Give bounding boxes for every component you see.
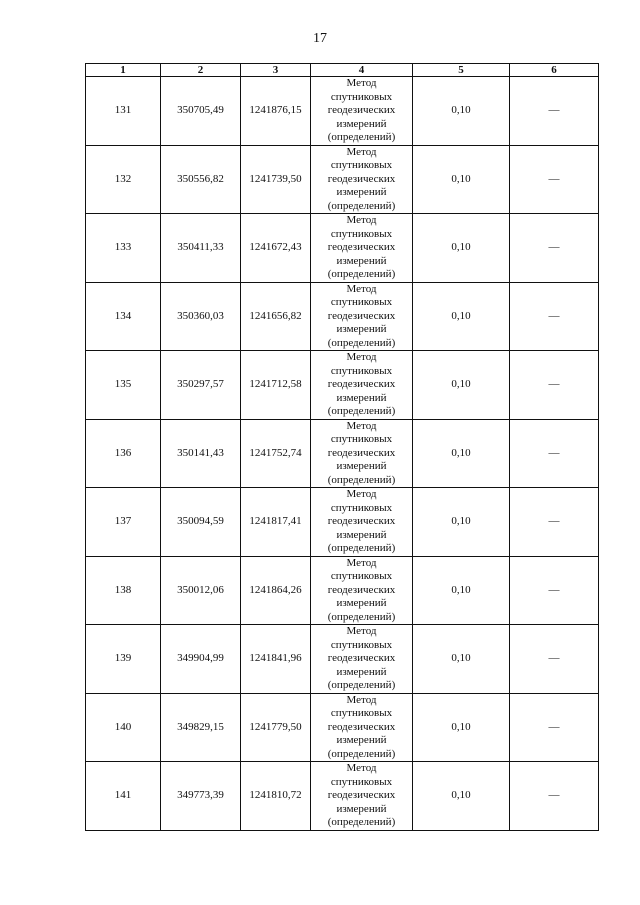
note-dash: —	[548, 241, 560, 253]
note-cell	[510, 351, 599, 420]
point-number: 132	[86, 145, 161, 214]
point-number: 134	[86, 282, 161, 351]
note-dash: —	[548, 583, 560, 596]
method-text-line: спутниковых	[330, 227, 393, 240]
method-text-line: (определений)	[327, 199, 396, 212]
method-text-line: измерений	[336, 186, 387, 198]
method-text-line: измерений	[336, 254, 387, 267]
method-text-line: измерений	[336, 734, 387, 746]
coordinate-x: 350012,06	[161, 556, 241, 625]
header-col-4: 4	[311, 64, 413, 77]
method-text-line: Метод	[346, 625, 377, 637]
accuracy-value: 0,10	[413, 556, 510, 625]
method-text-line: Метод	[346, 693, 377, 706]
note-cell	[510, 762, 599, 831]
note-dash: —	[548, 789, 560, 801]
method-cell	[311, 77, 413, 146]
accuracy-value: 0,10	[413, 693, 510, 762]
coordinate-x: 350094,59	[161, 488, 241, 557]
method-text-line: измерений	[336, 117, 387, 130]
method-text-line: Метод	[346, 282, 377, 295]
note-cell	[510, 556, 599, 625]
accuracy-value: 0,10	[413, 145, 510, 214]
accuracy-value: 0,10	[413, 625, 510, 694]
coordinate-x: 350141,43	[161, 419, 241, 488]
table-row	[86, 351, 599, 420]
table-row	[86, 282, 599, 351]
note-dash: —	[548, 446, 560, 459]
note-cell	[510, 282, 599, 351]
header-col-5: 5	[413, 64, 510, 77]
accuracy-value: 0,10	[413, 419, 510, 488]
coordinate-x: 349904,99	[161, 625, 241, 694]
method-text-line: спутниковых	[330, 570, 393, 582]
method-text-line: спутниковых	[330, 296, 393, 308]
method-text-line: геодезических	[327, 309, 396, 322]
header-col-3: 3	[241, 64, 311, 77]
table-row	[86, 488, 599, 557]
method-text-line: Метод	[346, 488, 377, 500]
method-text-line: Метод	[346, 214, 377, 226]
coordinate-x: 349773,39	[161, 762, 241, 831]
method-text-line: спутниковых	[330, 638, 393, 651]
point-number: 141	[86, 762, 161, 831]
method-text-line: (определений)	[327, 816, 396, 828]
coordinate-x: 350411,33	[161, 214, 241, 283]
point-number: 131	[86, 77, 161, 146]
method-text-line: Метод	[346, 419, 377, 432]
note-cell	[510, 214, 599, 283]
method-cell	[311, 488, 413, 557]
note-cell	[510, 693, 599, 762]
coordinate-y: 1241672,43	[241, 214, 311, 283]
method-text-line: измерений	[336, 323, 387, 335]
method-text-line: измерений	[336, 665, 387, 678]
accuracy-value: 0,10	[413, 488, 510, 557]
method-text-line: (определений)	[327, 405, 396, 417]
coordinate-y: 1241712,58	[241, 351, 311, 420]
method-text-line: (определений)	[327, 268, 396, 280]
method-text-line: (определений)	[327, 679, 396, 691]
method-text-line: спутниковых	[330, 90, 393, 103]
method-text-line: Метод	[346, 77, 377, 89]
method-text-line: измерений	[336, 391, 387, 404]
method-text-line: измерений	[336, 528, 387, 541]
method-text-line: Метод	[346, 762, 377, 774]
method-text-line: (определений)	[327, 542, 396, 554]
method-cell	[311, 145, 413, 214]
method-text-line: спутниковых	[330, 364, 393, 377]
method-text-line: геодезических	[327, 720, 396, 733]
note-cell	[510, 419, 599, 488]
method-text-line: (определений)	[327, 131, 396, 143]
coordinate-x: 350705,49	[161, 77, 241, 146]
method-cell	[311, 282, 413, 351]
point-number: 136	[86, 419, 161, 488]
coordinate-y: 1241810,72	[241, 762, 311, 831]
coordinate-x: 350360,03	[161, 282, 241, 351]
table-row	[86, 762, 599, 831]
method-cell	[311, 625, 413, 694]
method-text-line: геодезических	[327, 515, 396, 527]
accuracy-value: 0,10	[413, 762, 510, 831]
coordinate-x: 350297,57	[161, 351, 241, 420]
method-cell	[311, 214, 413, 283]
note-dash: —	[548, 378, 560, 390]
method-text-line: геодезических	[327, 241, 396, 253]
table-row	[86, 419, 599, 488]
method-cell	[311, 351, 413, 420]
coordinate-y: 1241656,82	[241, 282, 311, 351]
note-cell	[510, 488, 599, 557]
method-text-line: спутниковых	[330, 775, 393, 788]
point-number: 135	[86, 351, 161, 420]
method-text-line: измерений	[336, 597, 387, 609]
method-text-line: геодезических	[327, 583, 396, 596]
method-text-line: спутниковых	[330, 433, 393, 445]
method-cell	[311, 556, 413, 625]
coordinate-y: 1241739,50	[241, 145, 311, 214]
note-dash: —	[548, 309, 560, 322]
method-text-line: спутниковых	[330, 501, 393, 514]
table-row	[86, 77, 599, 146]
table-row	[86, 693, 599, 762]
method-text-line: Метод	[346, 351, 377, 363]
method-cell	[311, 419, 413, 488]
method-text-line: спутниковых	[330, 159, 393, 171]
accuracy-value: 0,10	[413, 214, 510, 283]
note-dash: —	[548, 172, 560, 185]
coordinate-y: 1241841,96	[241, 625, 311, 694]
method-text-line: (определений)	[327, 336, 396, 349]
header-col-2: 2	[161, 64, 241, 77]
table-row	[86, 214, 599, 283]
note-dash: —	[548, 515, 560, 527]
method-text-line: геодезических	[327, 446, 396, 459]
method-text-line: спутниковых	[330, 707, 393, 719]
point-number: 139	[86, 625, 161, 694]
point-number: 137	[86, 488, 161, 557]
method-text-line: геодезических	[327, 378, 396, 390]
page-number: 17	[313, 31, 327, 46]
method-text-line: геодезических	[327, 652, 396, 664]
accuracy-value: 0,10	[413, 351, 510, 420]
note-dash: —	[548, 104, 560, 116]
note-dash: —	[548, 720, 560, 733]
coordinate-y: 1241752,74	[241, 419, 311, 488]
table-row	[86, 625, 599, 694]
method-text-line: геодезических	[327, 104, 396, 116]
method-cell	[311, 693, 413, 762]
note-cell	[510, 145, 599, 214]
coordinates-table	[85, 63, 599, 831]
header-row	[86, 64, 599, 77]
accuracy-value: 0,10	[413, 282, 510, 351]
note-cell	[510, 77, 599, 146]
point-number: 133	[86, 214, 161, 283]
header-col-6: 6	[510, 64, 599, 77]
coordinate-x: 349829,15	[161, 693, 241, 762]
coordinate-y: 1241876,15	[241, 77, 311, 146]
note-cell	[510, 625, 599, 694]
method-text-line: Метод	[346, 145, 377, 158]
method-text-line: геодезических	[327, 172, 396, 185]
table-row	[86, 556, 599, 625]
method-text-line: (определений)	[327, 610, 396, 623]
point-number: 138	[86, 556, 161, 625]
coordinate-x: 350556,82	[161, 145, 241, 214]
note-dash: —	[548, 652, 560, 664]
method-text-line: Метод	[346, 556, 377, 569]
header-col-1: 1	[86, 64, 161, 77]
method-text-line: измерений	[336, 802, 387, 815]
table-body	[86, 77, 599, 831]
coordinate-y: 1241864,26	[241, 556, 311, 625]
method-text-line: геодезических	[327, 789, 396, 801]
table-row	[86, 145, 599, 214]
coordinate-y: 1241779,50	[241, 693, 311, 762]
point-number: 140	[86, 693, 161, 762]
method-cell	[311, 762, 413, 831]
coordinate-y: 1241817,41	[241, 488, 311, 557]
method-text-line: (определений)	[327, 473, 396, 486]
method-text-line: измерений	[336, 460, 387, 472]
method-text-line: (определений)	[327, 747, 396, 760]
accuracy-value: 0,10	[413, 77, 510, 146]
